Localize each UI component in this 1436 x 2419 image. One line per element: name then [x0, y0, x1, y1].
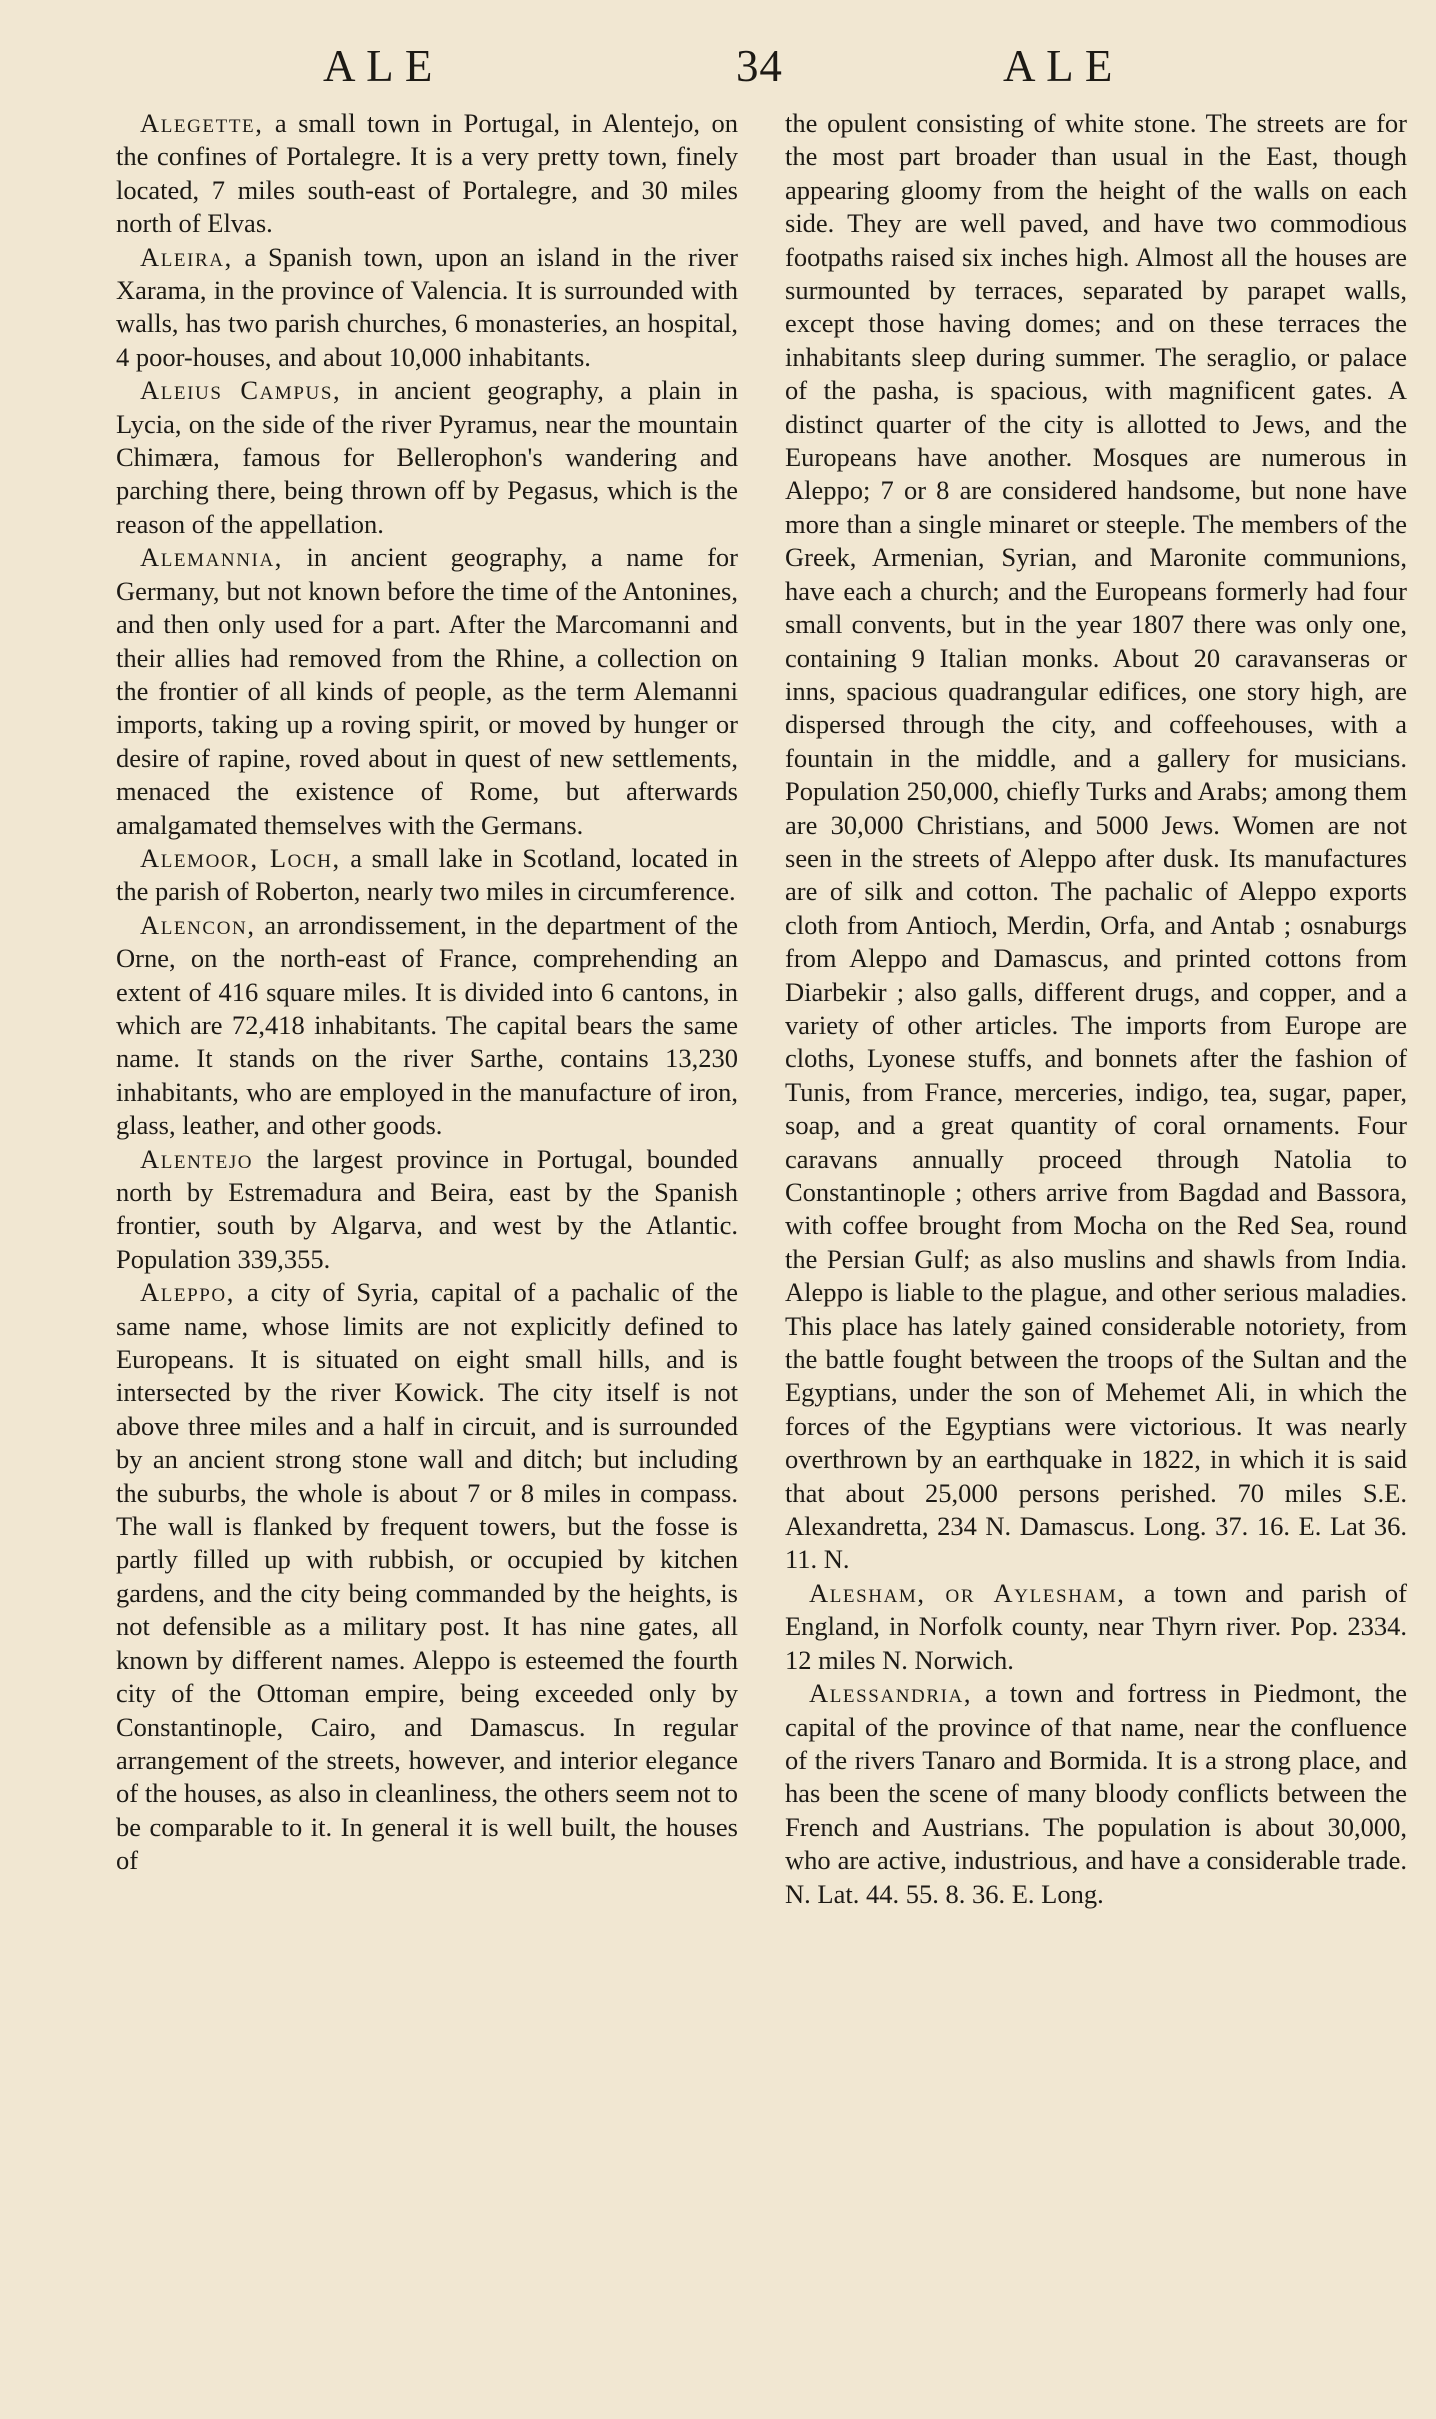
- right-column: [785, 107, 1407, 1911]
- headword: Alemannia,: [140, 542, 283, 573]
- entry-aleppo-continued: [785, 107, 1407, 1577]
- entry-aleira: [116, 241, 738, 375]
- header-left-guide: A L E: [323, 41, 434, 91]
- entry-text: the largest province in Portugal, bounded north by Estremadura and Beira, east by the Spanish frontier, south by Algarva, and west by the Atlantic. Population 339,355.: [116, 1143, 738, 1274]
- entry-alentejo: [116, 1143, 738, 1277]
- header-right-guide: A L E: [1003, 41, 1114, 91]
- entry-alemannia: [116, 541, 738, 842]
- entry-text: a small lake in Scotland, located in the parish of Roberton, nearly two miles in circumference.: [116, 842, 738, 907]
- headword: Aleira,: [140, 241, 233, 272]
- entry-alencon: [116, 909, 738, 1143]
- headword: Aleius Campus,: [140, 375, 342, 406]
- entry-text: in ancient geography, a plain in Lycia, on the side of the river Pyramus, near the mountain Chimæra, famous for Bellerophon's wandering and parching there, being thrown off by Pegasus, which is the reason of the appellation.: [116, 375, 738, 539]
- left-column: [116, 107, 738, 1878]
- entry-text: a city of Syria, capital of a pachalic of the same name, whose limits are not explicitly defined to Europeans. It is situated on eight small hills, and is intersected by the river Kowick. The city itself is not above three miles and a half in circuit, and is surrounded by an ancient strong stone wall and ditch; but including the suburbs, the whole is about 7 or 8 miles in compass. The wall is flanked by frequent towers, but the fosse is partly filled up with rubbish, or occupied by kitchen gardens, and the city being commanded by the heights, is not defensible as a military post. It has nine gates, all known by different names. Aleppo is esteemed the fourth city of the Ottoman empire, being exceeded only by Constantinople, Cairo, and Damascus. In regular arrangement of the streets, however, and interior elegance of the houses, as also in cleanliness, the others seem not to be comparable to it. In general it is well built, the houses of: [116, 1277, 738, 1876]
- headword: Alesham, or Aylesham,: [809, 1577, 1126, 1608]
- headword: Alemoor, Loch,: [140, 842, 341, 873]
- headword: Alencon,: [140, 909, 256, 940]
- headword: Alentejo: [140, 1143, 254, 1174]
- entry-alesham: [785, 1577, 1407, 1677]
- entry-text: a Spanish town, upon an island in the river Xarama, in the province of Valencia. It is surrounded with walls, has two parish churches, 6 monasteries, an hospital, 4 poor-houses, and about 10,000 inhabitants.: [116, 241, 738, 372]
- entry-text: in ancient geography, a name for Germany, but not known before the time of the Antonines, and then only used for a part. After the Marcomanni and their allies had removed from the Rhine, a collection on the frontier of all kinds of people, as the term Alemanni imports, taking up a roving spirit, or moved by hunger or desire of rapine, roved about in quest of new settlements, menaced the existence of Rome, but afterwards amalgamated themselves with the Germans.: [116, 542, 738, 840]
- entry-text: a small town in Portugal, in Alentejo, on the confines of Portalegre. It is a very pretty town, finely located, 7 miles south-east of Portalegre, and 30 miles north of Elvas.: [116, 108, 738, 239]
- entry-aleius-campus: [116, 374, 738, 541]
- entry-text: a town and parish of England, in Norfolk county, near Thyrn river. Pop. 2334. 12 miles N. Norwich.: [785, 1577, 1407, 1675]
- headword: Alessandria,: [809, 1678, 973, 1709]
- entry-aleppo: [116, 1276, 738, 1877]
- headword: Aleppo,: [140, 1277, 235, 1308]
- entry-text: a town and fortress in Piedmont, the capital of the province of that name, near the confluence of the rivers Tanaro and Bormida. It is a strong place, and has been the scene of many bloody conflicts between the French and Austrians. The population is about 30,000, who are active, industrious, and have a considerable trade. N. Lat. 44. 55. 8. 36. E. Long.: [785, 1678, 1407, 1909]
- entry-alegette: [116, 107, 738, 241]
- entry-text: the opulent consisting of white stone. The streets are for the most part broader than usual in the East, though appearing gloomy from the height of the walls on each side. They are well paved, and have two commodious footpaths raised six inches high. Almost all the houses are surmounted by terraces, separated by parapet walls, except those having domes; and on these terraces the inhabitants sleep during summer. The seraglio, or palace of the pasha, is spacious, with magnificent gates. A distinct quarter of the city is allotted to Jews, and the Europeans have another. Mosques are numerous in Aleppo; 7 or 8 are considered handsome, but none have more than a single minaret or steeple. The members of the Greek, Armenian, Syrian, and Maronite communions, have each a church; and the Europeans formerly had four small convents, but in the year 1807 there was only one, containing 9 Italian monks. About 20 caravanseras or inns, spacious quadrangular edifices, one story high, are dispersed through the city, and coffeehouses, with a fountain in the middle, and a gallery for musicians. Population 250,000, chiefly Turks and Arabs; among them are 30,000 Christians, and 5000 Jews. Women are not seen in the streets of Aleppo after dusk. Its manufactures are of silk and cotton. The pachalic of Aleppo exports cloth from Antioch, Merdin, Orfa, and Antab ; osnaburgs from Aleppo and Damascus, and printed cottons from Diarbekir ; also galls, different drugs, and copper, and a variety of other articles. The imports from Europe are cloths, Lyonese stuffs, and bonnets after the fashion of Tunis, from France, merceries, indigo, tea, sugar, paper, soap, and a great quantity of coral ornaments. Four caravans annually proceed through Natolia to Constantinople ; others arrive from Bagdad and Bassora, with coffee brought from Mocha on the Red Sea, round the Persian Gulf; as also muslins and shawls from India. Aleppo is liable to the plague, and other serious maladies. This place has lately gained considerable notoriety, from the battle fought between the troops of the Sultan and the Egyptians, under the son of Mehemet Ali, in which the forces of the Egyptians were victorious. It was nearly overthrown by an earthquake in 1822, in which it is said that about 25,000 persons perished. 70 miles S.E. Alexandretta, 234 N. Damascus. Long. 37. 16. E. Lat 36. 11. N.: [785, 108, 1407, 1575]
- headword: Alegette,: [140, 108, 264, 138]
- page-number: 34: [736, 41, 783, 91]
- entry-alessandria: [785, 1677, 1407, 1911]
- entry-text: an arrondissement, in the department of the Orne, on the north-east of France, comprehending an extent of 416 square miles. It is divided into 6 cantons, in which are 72,418 inhabitants. The capital bears the same name. It stands on the river Sarthe, contains 13,230 inhabitants, who are employed in the manufacture of iron, glass, leather, and other goods.: [116, 909, 738, 1141]
- entry-alemoor-loch: [116, 842, 738, 909]
- running-header: [0, 40, 1436, 100]
